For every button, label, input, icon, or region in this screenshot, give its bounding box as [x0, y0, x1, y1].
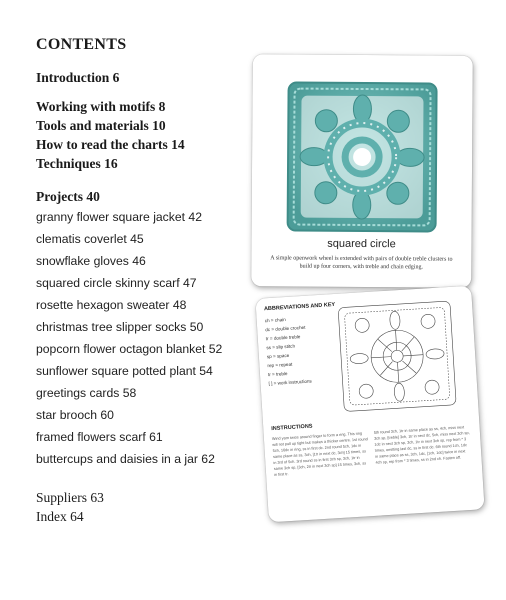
- photo-card: [251, 54, 473, 288]
- key-item: ss = slip stitch: [266, 343, 296, 351]
- toc-project-entry[interactable]: greetings cards 58: [36, 386, 137, 400]
- crochet-motif-photo: [273, 68, 450, 245]
- toc-entry-how-to-read-charts[interactable]: How to read the charts 14: [36, 137, 185, 152]
- toc-entry-index[interactable]: Index 64: [36, 509, 84, 524]
- toc-entry-techniques[interactable]: Techniques 16: [36, 156, 118, 171]
- key-item: dc = double crochet: [265, 324, 306, 333]
- page-title: CONTENTS: [36, 36, 127, 53]
- toc-project-entry[interactable]: clematis coverlet 45: [36, 232, 144, 246]
- toc-entry-suppliers[interactable]: Suppliers 63: [36, 490, 104, 505]
- key-item: [ ] = work instructions: [268, 378, 312, 387]
- toc-heading-projects[interactable]: Projects 40: [36, 189, 100, 204]
- crochet-chart-diagram: [328, 296, 467, 416]
- instructions-title: INSTRUCTIONS: [271, 423, 313, 433]
- toc-project-entry[interactable]: christmas tree slipper socks 50: [36, 320, 204, 334]
- key-item: tr = double treble: [265, 334, 301, 342]
- key-item: sp = space: [266, 352, 290, 360]
- toc-project-entry[interactable]: sunflower square potted plant 54: [36, 364, 213, 378]
- toc-project-entry[interactable]: star brooch 60: [36, 408, 114, 422]
- toc-project-entry[interactable]: framed flowers scarf 61: [36, 430, 163, 444]
- table-of-contents: [36, 36, 266, 526]
- toc-entry-introduction[interactable]: Introduction 6: [36, 70, 120, 85]
- toc-project-entry[interactable]: granny flower square jacket 42: [36, 210, 202, 224]
- instructions-left-column: Wind yarn twice around finger to form a ring. This ring will not pull up tight but makes a thicker centre. 1st round 5ch, 16dc in ring, ss in first dc. 2nd round 5ch, 1dc in same place as ss, 3ch, [1tr in next dc, 3ch] 15 times, ss in 3rd of 5ch. 3rd round ss in first 3ch sp, 3ch, 1tr in same 3ch sp, [3ch, 2tr in next 3ch sp] 15 times, 3ch, ss in first tr.: [271, 431, 368, 477]
- key-item: rep = repeat: [267, 361, 293, 369]
- toc-project-entry[interactable]: snowflake gloves 46: [36, 254, 146, 268]
- key-list: [264, 312, 330, 388]
- chart-card: [255, 286, 484, 523]
- photo-caption-text: A simple openwork wheel is extended with pairs of double treble clusters to build up four corners, with treble and chain edging.: [270, 255, 453, 271]
- toc-entry-working-with-motifs[interactable]: Working with motifs 8: [36, 99, 166, 114]
- toc-project-entry[interactable]: squared circle skinny scarf 47: [36, 276, 197, 290]
- toc-project-entry[interactable]: popcorn flower octagon blanket 52: [36, 342, 223, 356]
- key-item: tr = treble: [267, 370, 288, 378]
- photo-caption-title: squared circle: [327, 237, 396, 251]
- toc-project-entry[interactable]: rosette hexagon sweater 48: [36, 298, 187, 312]
- key-item: ch = chain: [264, 316, 286, 324]
- toc-project-entry[interactable]: buttercups and daisies in a jar 62: [36, 452, 215, 466]
- toc-entry-tools-and-materials[interactable]: Tools and materials 10: [36, 118, 166, 133]
- instructions-right-column: 5th round 3ch, 1tr in same place as ss, 4ch, miss next 3ch sp, [treble] 3ch, 1tr in next dc, 5ch, miss next 3ch sp, 1dc in next 3ch sp, 3ch, 1tr in next 3ch sp, rep from * 3 times, omitting last dc, ss in first dc. 6th round 1ch, 1dc in same place as ss, 3ch, 1dc, [1ch, 1dc] twice in next 4ch sp, rep from * 3 times, ss in 2nd ch. Fasten off.: [373, 425, 470, 465]
- key-title: ABBREVIATIONS AND KEY: [263, 301, 336, 313]
